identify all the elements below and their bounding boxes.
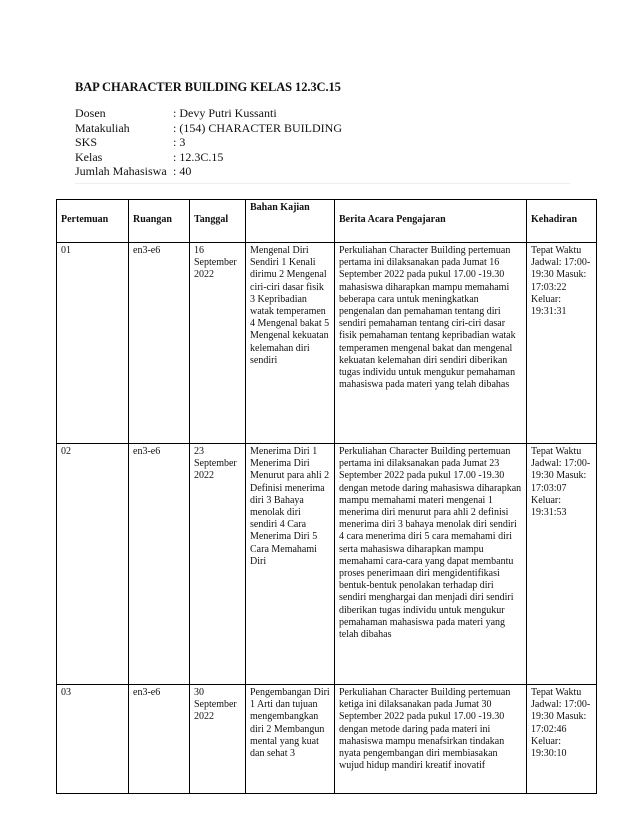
page-title: BAP CHARACTER BUILDING KELAS 12.3C.15 [75, 80, 341, 94]
info-row-jumlah-mahasiswa [75, 164, 342, 179]
cell-kehadiran: Tepat Waktu Jadwal: 17:00-19:30 Masuk: 17:03:22 Keluar: 19:31:31 [527, 243, 597, 444]
info-value: : 3 [173, 135, 186, 149]
bap-table [56, 199, 597, 794]
cell-berita-acara: Perkuliahan Character Building pertemuan ketiga ini dilaksanakan pada Jumat 30 September 2022 pada pukul 17.00 -19.30 dengan metode daring pada materi ini mahasiswa mampu menafsirkan tindakan nyata pengembangan diri membiasakan wujud hidup mandiri kreatif inovatif [335, 685, 527, 794]
divider [75, 183, 570, 184]
cell-kehadiran: Tepat Waktu Jadwal: 17:00-19:30 Masuk: 17:02:46 Keluar: 19:30:10 [527, 685, 597, 794]
info-value: : Devy Putri Kussanti [173, 106, 277, 120]
cell-pertemuan: 01 [57, 243, 129, 444]
info-value: : (154) CHARACTER BUILDING [173, 120, 342, 135]
info-value: : 40 [173, 164, 192, 178]
cell-tanggal: 30 September 2022 [190, 685, 246, 794]
table-row [57, 685, 597, 794]
header-berita-acara: Berita Acara Pengajaran [335, 200, 527, 243]
header-kehadiran: Kehadiran [527, 200, 597, 243]
cell-pertemuan: 02 [57, 444, 129, 685]
cell-tanggal: 23 September 2022 [190, 444, 246, 685]
cell-tanggal: 16 September 2022 [190, 243, 246, 444]
info-row-matakuliah [75, 121, 342, 136]
header-pertemuan: Pertemuan [57, 200, 129, 243]
info-row-sks [75, 135, 342, 150]
info-label: SKS [75, 135, 98, 149]
info-label: Jumlah Mahasiswa [75, 164, 167, 178]
header-tanggal: Tanggal [190, 200, 246, 243]
info-row-kelas [75, 150, 342, 165]
info-label: Dosen [75, 106, 106, 120]
table-row [57, 444, 597, 685]
table-header-row [57, 200, 597, 243]
info-row-dosen [75, 106, 342, 121]
info-label: Kelas [75, 149, 103, 164]
header-ruangan: Ruangan [129, 200, 190, 243]
cell-kehadiran: Tepat Waktu Jadwal: 17:00-19:30 Masuk: 17:03:07 Keluar: 19:31:53 [527, 444, 597, 685]
info-value: : 12.3C.15 [173, 149, 224, 164]
cell-bahan-kajian: Pengembangan Diri 1 Arti dan tujuan mengembangkan diri 2 Membangun mental yang kuat dan sehat 3 [246, 685, 335, 794]
info-label: Matakuliah [75, 120, 130, 135]
cell-berita-acara: Perkuliahan Character Building pertemuan pertama ini dilaksanakan pada Jumat 16 September 2022 pada pukul 17.00 -19.30 mahasiswa diharapkan mampu memahami beberapa cara untuk meningkatkan pengenalan dan pemahaman tentang diri sendiri pemahaman tentang ciri-ciri dasar fisik pemahaman tentang kepribadian watak temperamen mengenal bakat dan mengenal kekuatan kelemahan diri sendiri diberikan tugas individu untuk mengukur pemahaman mahasiswa pada materi yang telah dibahas [335, 243, 527, 444]
cell-ruangan: en3-e6 [129, 243, 190, 444]
cell-bahan-kajian: Menerima Diri 1 Menerima Diri Menurut para ahli 2 Definisi menerima diri 3 Bahaya menolak diri sendiri 4 Cara Menerima Diri 5 Cara Memahami Diri [246, 444, 335, 685]
cell-pertemuan: 03 [57, 685, 129, 794]
cell-bahan-kajian: Mengenal Diri Sendiri 1 Kenali dirimu 2 Mengenal ciri-ciri dasar fisik 3 Kepribadian watak temperamen 4 Mengenal bakat 5 Mengenal kekuatan kelemahan diri sendiri [246, 243, 335, 444]
cell-berita-acara: Perkuliahan Character Building pertemuan pertama ini dilaksanakan pada Jumat 23 September 2022 pada pukul 17.00 -19.30 dengan metode daring mahasiswa diharapkan mampu memahami materi mengenai 1 menerima diri menurut para ahli 2 definisi menerima diri 3 bahaya menolak diri sendiri 4 cara menerima diri 5 cara memahami diri serta mahasiswa diharapkan mampu memahami cara-cara yang dapat membantu proses penerimaan diri mengidentifikasi bentuk-bentuk penolakan terhadap diri sendiri menghargai dan menjadi diri sendiri diberikan tugas individu untuk mengukur pemahaman mahasiswa pada materi yang telah dibahas [335, 444, 527, 685]
cell-ruangan: en3-e6 [129, 685, 190, 794]
cell-ruangan: en3-e6 [129, 444, 190, 685]
course-info [75, 106, 342, 179]
table-row [57, 243, 597, 444]
header-bahan-kajian: Bahan Kajian [246, 200, 335, 243]
